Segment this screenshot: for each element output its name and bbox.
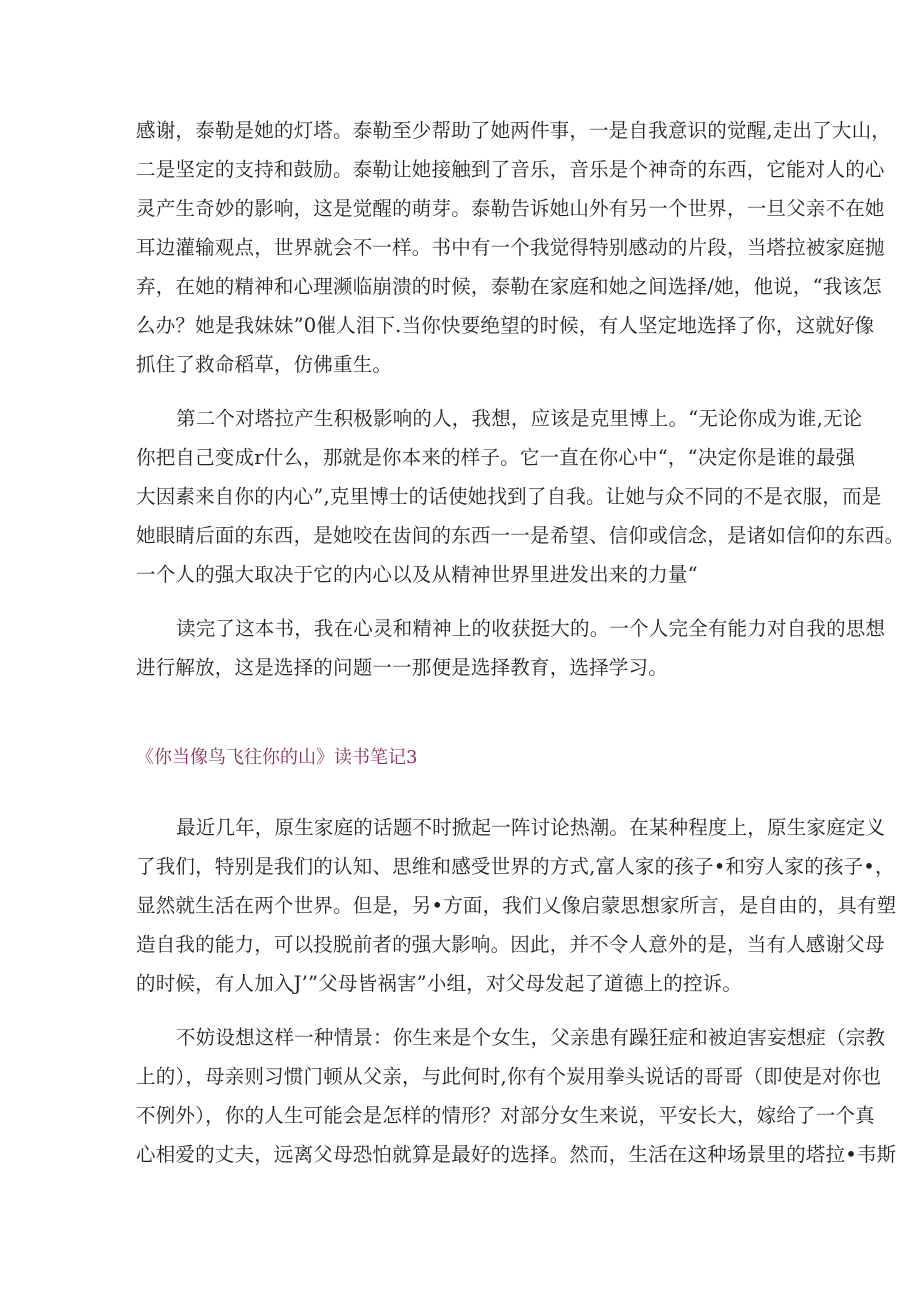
paragraph-2-line: 她眼睛后面的东西，是她咬在齿间的东西一一是希望、信仰或信念，是诸如信仰的东西。 (136, 524, 905, 547)
paragraph-1-line: 耳边灌输观点，世界就会不一样。书中有一个我觉得特别感动的片段，当塔拉被家庭抛 (136, 236, 885, 259)
paragraph-3-line: 读完了这本书，我在心灵和精神上的收获挺大的。一个人完全有能力对自我的思想 (176, 617, 886, 640)
paragraph-4-line: 造自我的能力，可以投脱前者的强大影响。因此，并不令人意外的是，当有人感谢父母 (136, 933, 885, 956)
paragraph-3-line: 进行解放，这是选择的问题一一那便是选择教育，选择学习。 (136, 656, 668, 679)
paragraph-2-line: 第二个对塔拉产生积极影响的人，我想，应该是克里博上。“无论你成为谁,无论 (176, 407, 863, 430)
paragraph-1-line: 弃，在她的精神和心理濒临崩溃的时候，泰勒在家庭和她之间选择/她，他说，“我该怎 (136, 275, 882, 298)
paragraph-5-line: 心相爱的丈夫，远离父母恐怕就算是最好的选择。然而，生活在这种场景里的塔拉•韦斯 (136, 1143, 897, 1166)
paragraph-5-line: 上的），母亲则习惯门顿从父亲，与此何时,你有个炭用拳头说话的哥哥（即使是对你也 (136, 1065, 882, 1088)
paragraph-1-line: 感谢，泰勒是她的灯塔。泰勒至少帮助了她两件事，一是自我意识的觉醒,走出了大山， (136, 119, 891, 142)
paragraph-4-line: 显然就生活在两个世界。但是，另•方面，我们乂像启蒙思想家所言，是自由的，具有塑 (136, 894, 897, 917)
paragraph-4-line: 了我们，特别是我们的认知、思维和感受世界的方式,富人家的孩子•和穷人家的孩子•， (136, 855, 895, 878)
paragraph-1-line: 二是坚定的支持和鼓励。泰勒让她接触到了音乐，音乐是个神奇的东西，它能对人的心 (136, 158, 885, 181)
paragraph-1-line: 灵产生奇妙的影响，这是觉醒的萌芽。泰勒告诉她山外有另一个世界，一旦父亲不在她 (136, 197, 885, 220)
paragraph-2-line: 一个人的强大取决于它的内心以及从精神世界里进发出来的力量“ (136, 563, 698, 586)
paragraph-5-line: 不妨设想这样一种情景：你生来是个女生，父亲患有躁狂症和被迫害妄想症（宗教 (176, 1026, 886, 1049)
paragraph-2-line: 大因素来自你的内心”,克里博士的话使她找到了自我。让她与众不同的不是衣服，而是 (136, 485, 882, 508)
paragraph-1-line: 么办？她是我妹妹”0催人泪下.当你快要绝望的时候，有人坚定地选择了你，这就好像 (136, 314, 875, 337)
paragraph-2-line: 你把自己变成r什么，那就是你本来的样子。它一直在你心中“，“决定你是谁的最强 (136, 446, 856, 469)
paragraph-4-line: 最近几年，原生家庭的话题不时掀起一阵讨论热潮。在某种程度上，原生家庭定义 (176, 816, 886, 839)
paragraph-4-line: 的时候，有人加入J’”父母皆祸害”小组，对父母发起了道德上的控诉。 (136, 972, 743, 995)
paragraph-5-line: 不例外），你的人生可能会是怎样的情形？对部分女生来说，平安长大，嫁给了一个真 (136, 1104, 875, 1127)
section-heading: 《你当像鸟飞往你的山》读书笔记3 (136, 747, 418, 768)
paragraph-1-line: 抓住了救命稻草，仿佛重生。 (136, 353, 393, 376)
